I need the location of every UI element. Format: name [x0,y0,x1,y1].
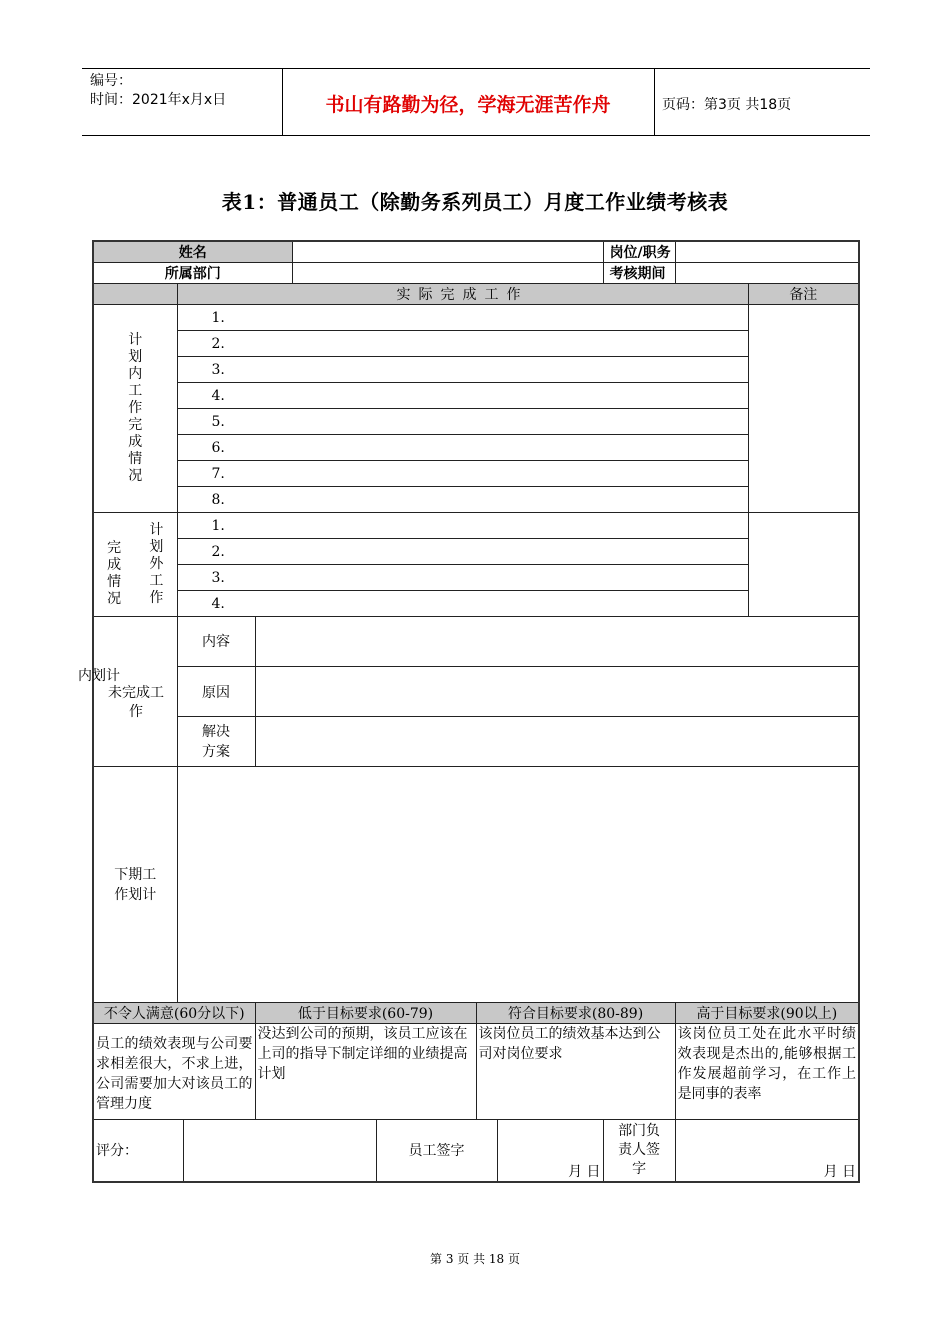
rating-level-4: 高于目标要求(90以上) [675,1003,859,1024]
row-dept [93,263,859,284]
unplanned-row [93,539,859,565]
unplanned-item[interactable]: 4. [177,591,748,617]
rating-desc-3: 该岗位员工的绩效基本达到公司对岗位要求 [476,1024,675,1120]
remarks-header: 备注 [748,284,859,305]
rating-desc-1: 员工的绩效表现与公司要求相差很大，不求上进，公司需要加大对该员工的管理力度 [93,1024,255,1120]
planned-item[interactable]: 7. [177,461,748,487]
unplanned-item[interactable]: 1. [177,513,748,539]
unplanned-section-label-b: 完成情况 [107,539,122,607]
planned-item[interactable]: 5. [177,409,748,435]
incomplete-row [93,717,859,767]
page-title: 表1：普通员工（除勤务系列员工）月度工作业绩考核表 [221,190,729,214]
rating-desc-2: 没达到公司的预期，该员工应该在上司的指导下制定详细的业绩提高计划 [255,1024,476,1120]
incomplete-content-label: 内容 [177,617,255,667]
planned-item[interactable]: 3. [177,357,748,383]
score-label: 评分： [93,1120,183,1182]
employee-sign-label: 员工签字 [376,1120,497,1182]
rating-header-row [93,1003,859,1024]
signature-row [93,1120,859,1182]
rating-desc-4: 该岗位员工处在此水平时绩效表现是杰出的,能够根据工作发展超前学习，在工作上是同事的表率 [675,1024,859,1120]
header-page-info: 页码：第3页 共18页 [662,97,792,113]
planned-section-label-cell [93,305,177,513]
next-plan-field[interactable] [177,767,859,1003]
position-label: 岗位/职务 [603,241,675,263]
work-header-spacer [93,284,177,305]
planned-row [93,435,859,461]
rating-level-3: 符合目标要求(80-89) [476,1003,675,1024]
incomplete-solution-label: 解决方案 [177,717,255,767]
planned-item[interactable]: 4. [177,383,748,409]
page-footer: 第 3 页 共 18 页 [430,1252,520,1266]
dept-label: 所属部门 [93,263,292,284]
planned-item[interactable]: 2. [177,331,748,357]
unplanned-section-label-cell [93,513,177,617]
header-bottom-rule [82,135,870,136]
row-name [93,241,859,263]
incomplete-section-label-a: 内划计 [78,668,120,684]
planned-row [93,383,859,409]
unplanned-row [93,591,859,617]
position-field[interactable] [675,241,859,263]
doc-number-label: 编号： [90,73,132,89]
incomplete-row [93,617,859,667]
planned-item[interactable]: 6. [177,435,748,461]
planned-row [93,331,859,357]
header-divider-right [654,68,655,136]
row-work-header [93,284,859,305]
period-field[interactable] [675,263,859,284]
rating-level-1: 不令人满意(60分以下) [93,1003,255,1024]
next-plan-row [93,767,859,1003]
header-left [90,72,226,110]
incomplete-section-label-b: 未完成工作 [108,685,164,720]
employee-sign-date[interactable]: 月 日 [497,1120,603,1182]
header-top-rule [82,68,870,69]
name-field[interactable] [292,241,603,263]
planned-remarks[interactable] [748,305,859,513]
planned-section-label: 计划内工作完成情况 [128,332,143,484]
incomplete-row [93,667,859,717]
actual-work-header: 实际完成工作 [177,284,748,305]
unplanned-row [93,565,859,591]
score-field[interactable] [183,1120,376,1182]
planned-item[interactable]: 8. [177,487,748,513]
doc-date-label: 时间：2021年x月x日 [90,92,227,108]
header-motto: 书山有路勤为径，学海无涯苦作舟 [325,94,611,116]
planned-row [93,305,859,331]
rating-level-2: 低于目标要求(60-79) [255,1003,476,1024]
period-label: 考核期间 [603,263,675,284]
unplanned-item[interactable]: 2. [177,539,748,565]
unplanned-section-label-a: 计划外工作 [149,521,164,606]
appraisal-form-table [78,240,860,1183]
name-label: 姓名 [93,241,292,263]
planned-row [93,409,859,435]
rating-desc-row [93,1024,859,1120]
dept-head-sign-date[interactable]: 月 日 [675,1120,859,1182]
unplanned-item[interactable]: 3. [177,565,748,591]
incomplete-content-field[interactable] [255,617,859,667]
incomplete-section-label-cell [78,617,177,767]
incomplete-reason-label: 原因 [177,667,255,717]
planned-item[interactable]: 1. [177,305,748,331]
incomplete-reason-field[interactable] [255,667,859,717]
planned-row [93,357,859,383]
incomplete-solution-field[interactable] [255,717,859,767]
unplanned-row [93,513,859,539]
unplanned-remarks[interactable] [748,513,859,617]
planned-row [93,487,859,513]
next-plan-label: 下期工作划计 [93,767,177,1003]
dept-head-sign-label: 部门负责人签字 [603,1120,675,1182]
dept-field[interactable] [292,263,603,284]
planned-row [93,461,859,487]
